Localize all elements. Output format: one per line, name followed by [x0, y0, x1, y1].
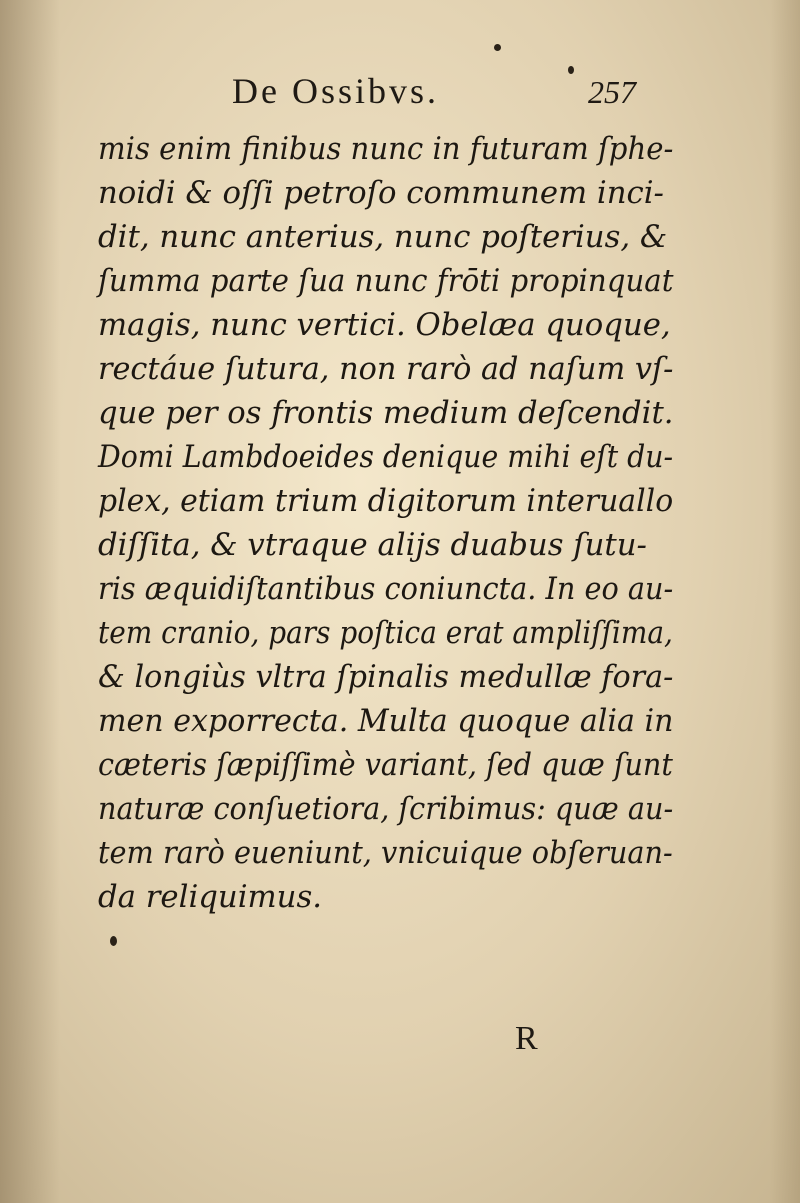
text-line: cæteris ſæpiſſimè variant, ſed quæ ſunt	[98, 747, 673, 783]
text-line: que per os frontis medium deſcendit.	[98, 395, 674, 431]
text-line: rectáue ſutura, non rarò ad naſum vſ-	[98, 351, 674, 387]
text-line: & longiùs vltra ſpinalis medullæ fora-	[98, 659, 674, 695]
signature-mark: R	[515, 1020, 538, 1057]
text-line: naturæ conſuetiora, ſcribimus: quæ au-	[98, 791, 674, 827]
text-line: magis, nunc vertici. Obelæa quoque,	[98, 307, 671, 343]
text-line: tem cranio, pars poſtica erat ampliſſima,	[98, 615, 673, 651]
text-line: dit, nunc anterius, nunc poſterius, &	[98, 219, 668, 255]
running-header	[232, 70, 682, 120]
ink-spot	[110, 936, 117, 946]
text-line: diſſita, & vtraque alijs duabus ſutu-	[98, 527, 647, 563]
body-text	[98, 124, 674, 924]
text-line: plex, etiam trium digitorum interuallo	[98, 483, 674, 519]
gutter-shadow	[0, 0, 60, 1203]
text-line: mis enim finibus nunc in futuram ſphe-	[98, 131, 674, 167]
text-line: ſumma parte ſua nunc frōti propinquat	[98, 263, 674, 299]
text-line: Domi Lambdoeides denique mihi eſt du-	[98, 439, 674, 475]
ink-spot	[494, 44, 501, 51]
text-line: ris æquidiſtantibus coniuncta. In eo au-	[98, 571, 674, 607]
running-title: De Ossibvs.	[232, 71, 440, 111]
text-line: men exporrecta. Multa quoque alia in	[98, 703, 674, 739]
text-line: noidi & oſſi petroſo communem inci-	[98, 175, 664, 211]
text-line: da reliquimus.	[98, 879, 322, 915]
page-edge	[770, 0, 800, 1203]
page-number: 257	[588, 74, 636, 110]
text-line: tem rarò eueniunt, vnicuique obſeruan-	[98, 835, 673, 871]
